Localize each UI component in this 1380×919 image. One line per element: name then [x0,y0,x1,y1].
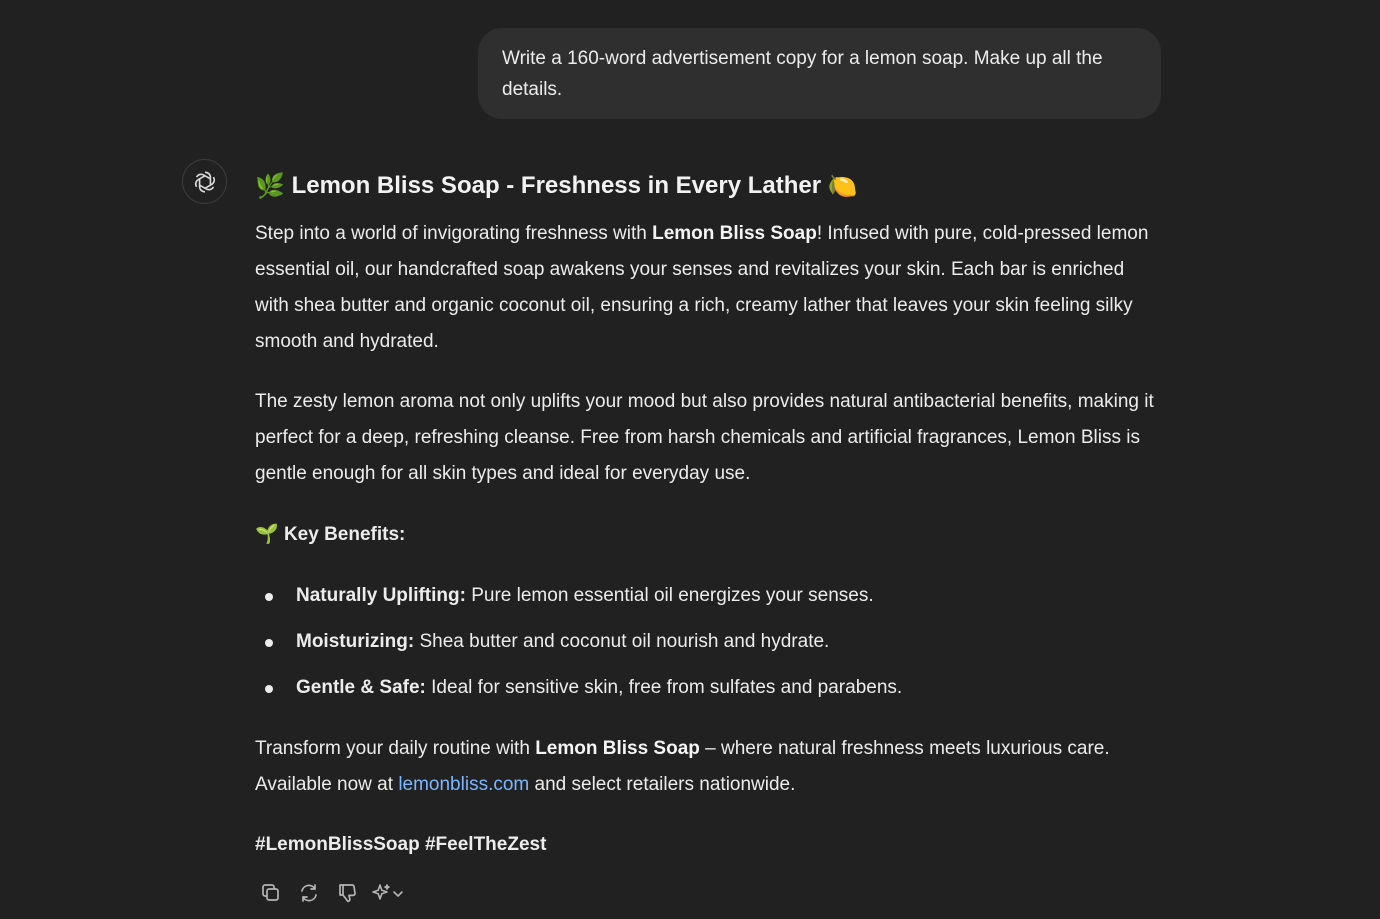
benefit-text: Pure lemon essential oil energizes your senses. [465,585,874,606]
benefit-label: Moisturizing: [296,631,415,652]
regenerate-button[interactable] [290,879,328,907]
openai-logo-icon [192,169,218,195]
benefits-list [255,578,1155,716]
avatar [182,159,227,204]
benefits-heading [255,517,405,553]
herb-emoji: 🌿 [255,172,285,200]
list-item [255,578,1155,624]
paragraph-intro [255,216,1155,360]
paragraph-closing [255,731,1155,803]
list-item [255,624,1155,670]
copy-icon [260,882,282,904]
para1-post: ! Infused with pure, cold-pressed lemon essential oil, our handcrafted soap awakens your senses and revitalizes your skin. Each bar is enriched with shea butter and organic coconut oil, ensuring a rich, creamy lather that leaves your skin feeling silky smooth and hydrated. [255,223,1149,352]
para3-post: and select retailers nationwide. [529,774,796,795]
benefit-text: Shea butter and coconut oil nourish and hydrate. [414,631,830,652]
benefit-label: Naturally Uplifting: [296,585,466,606]
para1-bold: Lemon Bliss Soap [652,223,817,244]
paragraph-aroma: The zesty lemon aroma not only uplifts your mood but also provides natural antibacterial benefits, making it perfect for a deep, refreshing cleanse. Free from harsh chemicals and artificial fragrances, Lemon Bliss is gentle enough for all skin types and ideal for everyday use. [255,391,1154,484]
regenerate-icon [298,882,320,904]
benefit-label: Gentle & Safe: [296,677,426,698]
copy-button[interactable] [252,879,290,907]
para3-bold: Lemon Bliss Soap [535,738,700,759]
sparkle-model-icon [370,882,406,904]
thumbs-down-icon [336,882,358,904]
seedling-emoji: 🌱 [255,524,279,545]
hashtags: #LemonBlissSoap #FeelTheZest [255,834,547,855]
title-text: Lemon Bliss Soap - Freshness in Every Lather [291,172,822,199]
chevron-down-icon [394,892,402,896]
benefit-text: Ideal for sensitive skin, free from sulfates and parabens. [425,677,903,698]
thumbs-down-button[interactable] [328,879,366,907]
user-message-bubble: Write a 160-word advertisement copy for a lemon soap. Make up all the details. [478,28,1161,119]
switch-model-button[interactable] [366,879,410,907]
para3-mid: – where natural freshness meets luxurious care. Available now at [255,738,1110,795]
message-actions [252,879,410,907]
list-item [255,670,1155,716]
lemon-emoji: 🍋 [827,172,858,200]
website-link[interactable]: lemonbliss.com [398,774,530,795]
benefits-heading-text: Key Benefits: [283,524,406,546]
para1-pre: Step into a world of invigorating freshness with [255,223,653,244]
para3-pre: Transform your daily routine with [255,738,536,759]
response-title [255,168,858,205]
